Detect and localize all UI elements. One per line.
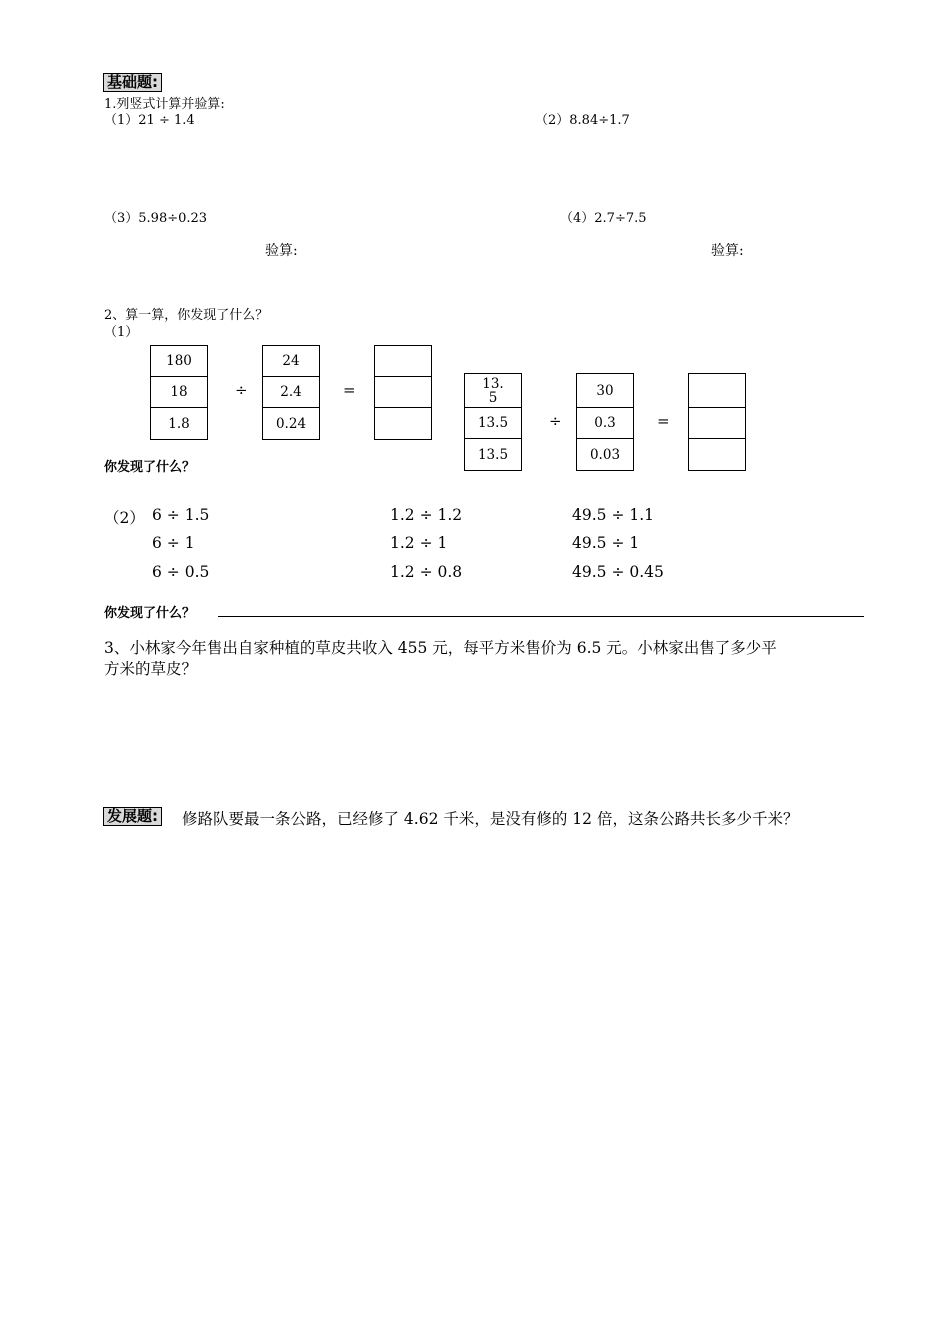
divisor-cell: 30 xyxy=(577,374,633,408)
answer-cell[interactable] xyxy=(375,377,431,408)
divisor-cell: 2.4 xyxy=(263,377,319,408)
advanced-section-tag: 发展题: xyxy=(103,807,162,826)
answer-cell[interactable] xyxy=(689,408,745,439)
divisor-column-1 xyxy=(262,345,320,440)
dividend-cell: 13.5 xyxy=(465,408,521,439)
divisor-cell: 0.03 xyxy=(589,446,621,463)
q1-title: 1.列竖式计算并验算: xyxy=(104,97,225,112)
answer-cell[interactable] xyxy=(689,439,745,470)
q2-expr-c3-r1: 49.5 ÷ 1.1 xyxy=(572,506,655,524)
q2-expr-c3-r3: 49.5 ÷ 0.45 xyxy=(572,563,664,581)
q2-expr-c2-r1: 1.2 ÷ 1.2 xyxy=(390,506,463,524)
q3-line-2: 方米的草皮？ xyxy=(104,660,198,678)
divisor-cell: 0.24 xyxy=(275,415,307,432)
answer-column-1[interactable] xyxy=(374,345,432,440)
answer-column-2[interactable] xyxy=(688,373,746,471)
q2-discover-prompt-2: 你发现了什么？ xyxy=(104,606,196,621)
q2-expr-c2-r3: 1.2 ÷ 0.8 xyxy=(390,563,463,581)
dividend-cell: 13. 5 xyxy=(465,374,521,408)
q1-item-2: （2）8.84÷1.7 xyxy=(535,113,630,128)
divisor-cell: 0.3 xyxy=(577,408,633,439)
advanced-question: 修路队要最一条公路，已经修了 4.62 千米，是没有修的 12 倍，这条公路共长多少千米？ xyxy=(182,810,799,828)
q2-part2-label: （2） xyxy=(104,509,145,527)
equals-sign: = xyxy=(343,381,356,399)
dividend-column-1 xyxy=(150,345,208,440)
basic-section-tag: 基础题: xyxy=(103,73,162,92)
dividend-cell: 180 xyxy=(151,346,207,377)
q1-item-4: （4）2.7÷7.5 xyxy=(560,211,647,226)
divisor-cell: 24 xyxy=(263,346,319,377)
q3-line-1: 3、小林家今年售出自家种植的草皮共收入 455 元，每平方米售价为 6.5 元。小林家出售了多少平 xyxy=(104,639,777,657)
division-sign: ÷ xyxy=(549,412,562,430)
answer-cell[interactable] xyxy=(689,374,745,408)
division-sign: ÷ xyxy=(235,381,248,399)
q1-item-3: （3）5.98÷0.23 xyxy=(104,211,208,226)
answer-cell[interactable] xyxy=(375,408,431,439)
dividend-column-2 xyxy=(464,373,522,471)
answer-underline[interactable] xyxy=(218,616,864,617)
q2-discover-prompt-1: 你发现了什么？ xyxy=(104,460,196,475)
q1-item-1: （1）21 ÷ 1.4 xyxy=(104,113,195,128)
q2-expr-c1-r2: 6 ÷ 1 xyxy=(152,534,195,552)
q1-check-label-right: 验算: xyxy=(711,243,744,259)
dividend-cell: 1.8 xyxy=(168,415,190,432)
q1-check-label-left: 验算: xyxy=(265,243,298,259)
divisor-column-2 xyxy=(576,373,634,471)
dividend-cell: 18 xyxy=(151,377,207,408)
q2-part1-label: （1） xyxy=(104,325,139,340)
q2-title: 2、算一算，你发现了什么？ xyxy=(104,308,269,323)
q2-expr-c1-r3: 6 ÷ 0.5 xyxy=(152,563,210,581)
equals-sign: = xyxy=(657,412,670,430)
dividend-cell: 13.5 xyxy=(477,446,509,463)
answer-cell[interactable] xyxy=(375,346,431,377)
q2-expr-c1-r1: 6 ÷ 1.5 xyxy=(152,506,210,524)
q2-expr-c2-r2: 1.2 ÷ 1 xyxy=(390,534,448,552)
q2-expr-c3-r2: 49.5 ÷ 1 xyxy=(572,534,640,552)
